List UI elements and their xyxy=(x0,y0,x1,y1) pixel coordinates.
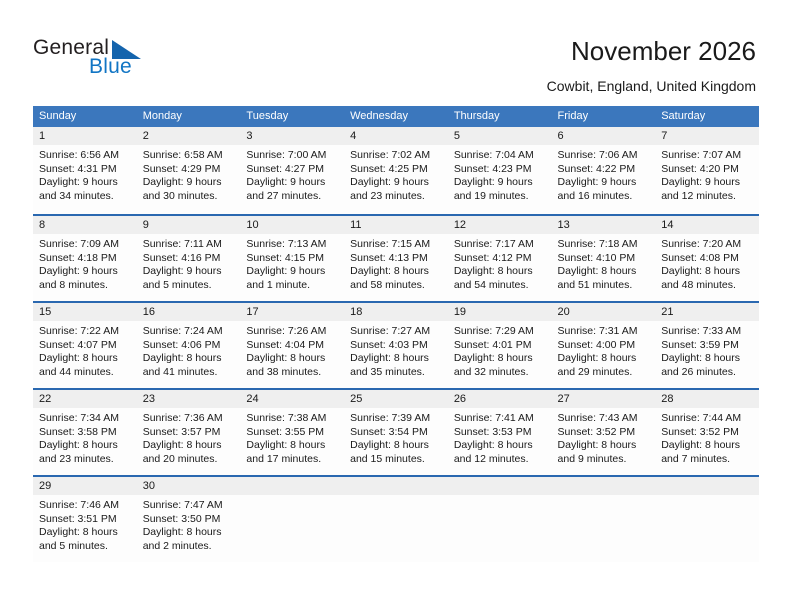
calendar-day-cell xyxy=(137,127,241,214)
day-cell-content[interactable] xyxy=(448,388,552,475)
sunrise-text: Sunrise: 7:11 AM xyxy=(142,238,222,250)
daylight-text: Daylight: 9 hours and 5 minutes. xyxy=(142,265,222,291)
sunset-text: Sunset: 4:07 PM xyxy=(39,338,117,351)
sunset-text: Sunset: 4:01 PM xyxy=(453,338,532,351)
day-number xyxy=(655,477,759,495)
day-number: 20 xyxy=(552,303,656,321)
sunrise-text: Sunrise: 7:00 AM xyxy=(246,149,327,161)
daylight-text: Daylight: 8 hours and 26 minutes. xyxy=(661,352,741,378)
calendar-day-cell xyxy=(137,475,241,562)
day-details xyxy=(655,145,759,203)
logo-text-blue: Blue xyxy=(89,55,132,78)
page-title: November 2026 xyxy=(571,36,756,66)
day-details xyxy=(344,145,448,203)
weekday-header-saturday: Saturday xyxy=(655,106,759,127)
sunrise-text: Sunrise: 7:33 AM xyxy=(661,325,742,337)
sunrise-text: Sunrise: 7:36 AM xyxy=(142,412,223,424)
page-header xyxy=(0,0,792,100)
day-number: 27 xyxy=(552,390,656,408)
calendar-day-cell xyxy=(552,475,656,562)
day-number: 29 xyxy=(33,477,137,495)
day-number: 17 xyxy=(240,303,344,321)
calendar-day-cell xyxy=(240,214,344,301)
daylight-text: Daylight: 8 hours and 44 minutes. xyxy=(39,352,118,378)
day-cell-content[interactable] xyxy=(240,127,344,214)
day-cell-content[interactable] xyxy=(344,301,448,388)
sunrise-text: Sunrise: 7:15 AM xyxy=(350,238,431,250)
day-number: 19 xyxy=(448,303,552,321)
day-details xyxy=(33,321,137,379)
daylight-text: Daylight: 8 hours and 38 minutes. xyxy=(246,352,326,378)
logo[interactable] xyxy=(33,36,233,86)
sunset-text: Sunset: 4:31 PM xyxy=(39,162,117,175)
sunset-text: Sunset: 4:08 PM xyxy=(661,251,739,264)
day-number: 7 xyxy=(655,127,759,145)
day-cell-content[interactable] xyxy=(552,127,656,214)
calendar-day-cell xyxy=(240,475,344,562)
calendar-day-cell xyxy=(33,127,137,214)
calendar-day-cell xyxy=(33,475,137,562)
day-number: 28 xyxy=(655,390,759,408)
calendar-day-cell xyxy=(344,388,448,475)
sunset-text: Sunset: 3:51 PM xyxy=(39,512,117,525)
sunrise-text: Sunrise: 7:18 AM xyxy=(557,238,638,250)
day-details xyxy=(240,145,344,203)
day-details xyxy=(344,408,448,466)
day-number: 24 xyxy=(240,390,344,408)
day-details xyxy=(240,321,344,379)
day-number: 30 xyxy=(137,477,241,495)
daylight-text: Daylight: 8 hours and 23 minutes. xyxy=(39,439,118,465)
day-number: 22 xyxy=(33,390,137,408)
sunset-text: Sunset: 4:10 PM xyxy=(557,251,636,264)
sunrise-text: Sunrise: 7:47 AM xyxy=(142,499,223,511)
day-details xyxy=(655,408,759,466)
calendar-day-cell xyxy=(448,301,552,388)
day-cell-empty xyxy=(655,475,759,562)
sunset-text: Sunset: 4:00 PM xyxy=(557,338,636,351)
sunrise-text: Sunrise: 7:38 AM xyxy=(246,412,327,424)
daylight-text: Daylight: 8 hours and 5 minutes. xyxy=(39,526,118,552)
sunrise-text: Sunrise: 7:22 AM xyxy=(39,325,119,337)
day-number: 13 xyxy=(552,216,656,234)
day-number: 11 xyxy=(344,216,448,234)
day-cell-content[interactable] xyxy=(552,388,656,475)
daylight-text: Daylight: 8 hours and 54 minutes. xyxy=(453,265,533,291)
daylight-text: Daylight: 8 hours and 29 minutes. xyxy=(557,352,637,378)
calendar-day-cell xyxy=(240,388,344,475)
weekday-header-monday: Monday xyxy=(137,106,241,127)
day-cell-content[interactable] xyxy=(240,388,344,475)
day-cell-content[interactable] xyxy=(448,127,552,214)
logo-text-general: General xyxy=(33,36,110,59)
day-number: 4 xyxy=(344,127,448,145)
sunset-text: Sunset: 4:04 PM xyxy=(246,338,325,351)
sunset-text: Sunset: 3:50 PM xyxy=(142,512,221,525)
day-number: 18 xyxy=(344,303,448,321)
day-details xyxy=(552,408,656,466)
sunrise-text: Sunrise: 7:44 AM xyxy=(661,412,742,424)
day-cell-content[interactable] xyxy=(33,475,137,562)
day-cell-content[interactable] xyxy=(655,301,759,388)
calendar-day-cell xyxy=(240,301,344,388)
daylight-text: Daylight: 9 hours and 27 minutes. xyxy=(246,176,326,202)
day-cell-content[interactable] xyxy=(33,214,137,301)
day-cell-content[interactable] xyxy=(240,301,344,388)
daylight-text: Daylight: 8 hours and 7 minutes. xyxy=(661,439,741,465)
calendar-day-cell xyxy=(344,301,448,388)
sunrise-text: Sunrise: 7:17 AM xyxy=(453,238,534,250)
day-details xyxy=(137,145,241,203)
page-subtitle: Cowbit, England, United Kingdom xyxy=(546,78,756,94)
sunrise-text: Sunrise: 7:43 AM xyxy=(557,412,638,424)
day-cell-content[interactable] xyxy=(137,388,241,475)
daylight-text: Daylight: 9 hours and 16 minutes. xyxy=(557,176,637,202)
calendar-day-cell xyxy=(33,214,137,301)
day-cell-content[interactable] xyxy=(344,214,448,301)
day-cell-empty xyxy=(344,475,448,562)
sunset-text: Sunset: 4:13 PM xyxy=(350,251,428,264)
sunrise-text: Sunrise: 7:34 AM xyxy=(39,412,119,424)
day-cell-content[interactable] xyxy=(137,127,241,214)
weekday-header-sunday: Sunday xyxy=(33,106,137,127)
sunrise-text: Sunrise: 7:20 AM xyxy=(661,238,742,250)
day-details xyxy=(655,321,759,379)
calendar-day-cell xyxy=(344,475,448,562)
day-cell-content[interactable] xyxy=(344,127,448,214)
calendar-table xyxy=(33,106,759,562)
day-number: 1 xyxy=(33,127,137,145)
daylight-text: Daylight: 9 hours and 8 minutes. xyxy=(39,265,118,291)
calendar-week-row xyxy=(33,214,759,301)
sunrise-text: Sunrise: 7:13 AM xyxy=(246,238,327,250)
day-details xyxy=(240,234,344,292)
daylight-text: Daylight: 8 hours and 41 minutes. xyxy=(142,352,222,378)
day-details xyxy=(137,234,241,292)
sunset-text: Sunset: 4:27 PM xyxy=(246,162,325,175)
day-number: 15 xyxy=(33,303,137,321)
day-number: 16 xyxy=(137,303,241,321)
day-details xyxy=(448,408,552,466)
calendar-day-cell xyxy=(655,388,759,475)
day-details xyxy=(240,408,344,466)
sunset-text: Sunset: 4:18 PM xyxy=(39,251,117,264)
daylight-text: Daylight: 8 hours and 51 minutes. xyxy=(557,265,637,291)
weekday-header-tuesday: Tuesday xyxy=(240,106,344,127)
sunrise-text: Sunrise: 7:24 AM xyxy=(142,325,223,337)
day-number xyxy=(240,477,344,495)
calendar-day-cell xyxy=(33,388,137,475)
daylight-text: Daylight: 8 hours and 48 minutes. xyxy=(661,265,741,291)
sunrise-text: Sunrise: 7:27 AM xyxy=(350,325,431,337)
day-details xyxy=(33,145,137,203)
weekday-header-friday: Friday xyxy=(552,106,656,127)
day-number: 26 xyxy=(448,390,552,408)
day-details xyxy=(33,495,137,553)
day-number: 9 xyxy=(137,216,241,234)
day-details xyxy=(655,234,759,292)
sunrise-text: Sunrise: 7:26 AM xyxy=(246,325,327,337)
day-number xyxy=(448,477,552,495)
weekday-header-thursday: Thursday xyxy=(448,106,552,127)
day-cell-content[interactable] xyxy=(344,388,448,475)
sunrise-text: Sunrise: 6:56 AM xyxy=(39,149,119,161)
day-number xyxy=(552,477,656,495)
calendar-body xyxy=(33,127,759,562)
sunrise-text: Sunrise: 7:31 AM xyxy=(557,325,638,337)
day-cell-content[interactable] xyxy=(552,214,656,301)
day-cell-content[interactable] xyxy=(33,127,137,214)
sunset-text: Sunset: 3:59 PM xyxy=(661,338,739,351)
sunset-text: Sunset: 4:22 PM xyxy=(557,162,636,175)
day-number: 23 xyxy=(137,390,241,408)
daylight-text: Daylight: 9 hours and 23 minutes. xyxy=(350,176,429,202)
day-cell-content[interactable] xyxy=(137,301,241,388)
day-cell-content[interactable] xyxy=(655,127,759,214)
day-cell-content[interactable] xyxy=(552,301,656,388)
sunrise-text: Sunrise: 7:41 AM xyxy=(453,412,534,424)
day-cell-empty xyxy=(448,475,552,562)
calendar-week-row xyxy=(33,388,759,475)
day-details xyxy=(137,495,241,553)
day-details xyxy=(33,408,137,466)
sunset-text: Sunset: 3:58 PM xyxy=(39,425,117,438)
calendar-day-cell xyxy=(448,475,552,562)
sunrise-text: Sunrise: 7:04 AM xyxy=(453,149,534,161)
day-details xyxy=(137,408,241,466)
daylight-text: Daylight: 9 hours and 30 minutes. xyxy=(142,176,222,202)
day-number: 6 xyxy=(552,127,656,145)
daylight-text: Daylight: 9 hours and 19 minutes. xyxy=(453,176,533,202)
sunset-text: Sunset: 4:20 PM xyxy=(661,162,739,175)
sunset-text: Sunset: 4:29 PM xyxy=(142,162,221,175)
daylight-text: Daylight: 9 hours and 1 minute. xyxy=(246,265,326,291)
day-details xyxy=(552,145,656,203)
day-cell-content[interactable] xyxy=(137,214,241,301)
day-number: 25 xyxy=(344,390,448,408)
daylight-text: Daylight: 8 hours and 32 minutes. xyxy=(453,352,533,378)
calendar-day-cell xyxy=(552,214,656,301)
calendar-day-cell xyxy=(137,214,241,301)
day-number: 12 xyxy=(448,216,552,234)
day-cell-content[interactable] xyxy=(448,214,552,301)
daylight-text: Daylight: 8 hours and 35 minutes. xyxy=(350,352,429,378)
day-number: 2 xyxy=(137,127,241,145)
sunrise-text: Sunrise: 7:29 AM xyxy=(453,325,534,337)
sunrise-text: Sunrise: 7:09 AM xyxy=(39,238,119,250)
calendar-day-cell xyxy=(448,388,552,475)
day-cell-content[interactable] xyxy=(33,301,137,388)
day-number xyxy=(344,477,448,495)
day-cell-content[interactable] xyxy=(33,388,137,475)
day-cell-content[interactable] xyxy=(137,475,241,562)
day-cell-content[interactable] xyxy=(448,301,552,388)
calendar-day-cell xyxy=(655,214,759,301)
calendar-day-cell xyxy=(344,127,448,214)
sunset-text: Sunset: 3:55 PM xyxy=(246,425,325,438)
sunset-text: Sunset: 3:54 PM xyxy=(350,425,428,438)
day-cell-empty xyxy=(552,475,656,562)
daylight-text: Daylight: 8 hours and 15 minutes. xyxy=(350,439,429,465)
calendar-week-row xyxy=(33,301,759,388)
day-cell-empty xyxy=(240,475,344,562)
weekday-header-row xyxy=(33,106,759,127)
day-number: 14 xyxy=(655,216,759,234)
sunset-text: Sunset: 3:53 PM xyxy=(453,425,532,438)
calendar-day-cell xyxy=(552,301,656,388)
daylight-text: Daylight: 8 hours and 9 minutes. xyxy=(557,439,637,465)
day-cell-content[interactable] xyxy=(240,214,344,301)
day-number: 8 xyxy=(33,216,137,234)
daylight-text: Daylight: 9 hours and 12 minutes. xyxy=(661,176,741,202)
sunset-text: Sunset: 4:03 PM xyxy=(350,338,428,351)
calendar-week-row xyxy=(33,127,759,214)
day-number: 21 xyxy=(655,303,759,321)
sunset-text: Sunset: 4:06 PM xyxy=(142,338,221,351)
sunset-text: Sunset: 4:23 PM xyxy=(453,162,532,175)
sunrise-text: Sunrise: 7:02 AM xyxy=(350,149,431,161)
day-details xyxy=(448,321,552,379)
sunset-text: Sunset: 3:52 PM xyxy=(557,425,636,438)
day-number: 3 xyxy=(240,127,344,145)
day-number: 5 xyxy=(448,127,552,145)
sunrise-text: Sunrise: 6:58 AM xyxy=(142,149,223,161)
day-details xyxy=(552,321,656,379)
sunset-text: Sunset: 3:52 PM xyxy=(661,425,739,438)
sunrise-text: Sunrise: 7:39 AM xyxy=(350,412,431,424)
day-details xyxy=(344,321,448,379)
calendar-day-cell xyxy=(448,214,552,301)
calendar-day-cell xyxy=(344,214,448,301)
sunrise-text: Sunrise: 7:06 AM xyxy=(557,149,638,161)
calendar-day-cell xyxy=(240,127,344,214)
calendar-day-cell xyxy=(655,127,759,214)
day-details xyxy=(448,145,552,203)
calendar-day-cell xyxy=(33,301,137,388)
sunset-text: Sunset: 4:25 PM xyxy=(350,162,428,175)
calendar-day-cell xyxy=(137,388,241,475)
day-details xyxy=(448,234,552,292)
day-details xyxy=(137,321,241,379)
calendar-week-row xyxy=(33,475,759,562)
calendar-day-cell xyxy=(448,127,552,214)
sunrise-text: Sunrise: 7:07 AM xyxy=(661,149,742,161)
day-cell-content[interactable] xyxy=(655,388,759,475)
daylight-text: Daylight: 8 hours and 17 minutes. xyxy=(246,439,326,465)
calendar-day-cell xyxy=(655,301,759,388)
day-details xyxy=(344,234,448,292)
sunset-text: Sunset: 4:12 PM xyxy=(453,251,532,264)
sunset-text: Sunset: 3:57 PM xyxy=(142,425,221,438)
calendar-day-cell xyxy=(655,475,759,562)
daylight-text: Daylight: 8 hours and 20 minutes. xyxy=(142,439,222,465)
day-details xyxy=(33,234,137,292)
daylight-text: Daylight: 8 hours and 12 minutes. xyxy=(453,439,533,465)
sunset-text: Sunset: 4:16 PM xyxy=(142,251,221,264)
sunset-text: Sunset: 4:15 PM xyxy=(246,251,325,264)
weekday-header-wednesday: Wednesday xyxy=(344,106,448,127)
daylight-text: Daylight: 8 hours and 2 minutes. xyxy=(142,526,222,552)
daylight-text: Daylight: 8 hours and 58 minutes. xyxy=(350,265,429,291)
calendar-day-cell xyxy=(552,388,656,475)
day-cell-content[interactable] xyxy=(655,214,759,301)
sunrise-text: Sunrise: 7:46 AM xyxy=(39,499,119,511)
daylight-text: Daylight: 9 hours and 34 minutes. xyxy=(39,176,118,202)
day-details xyxy=(552,234,656,292)
calendar-day-cell xyxy=(137,301,241,388)
day-number: 10 xyxy=(240,216,344,234)
calendar-day-cell xyxy=(552,127,656,214)
